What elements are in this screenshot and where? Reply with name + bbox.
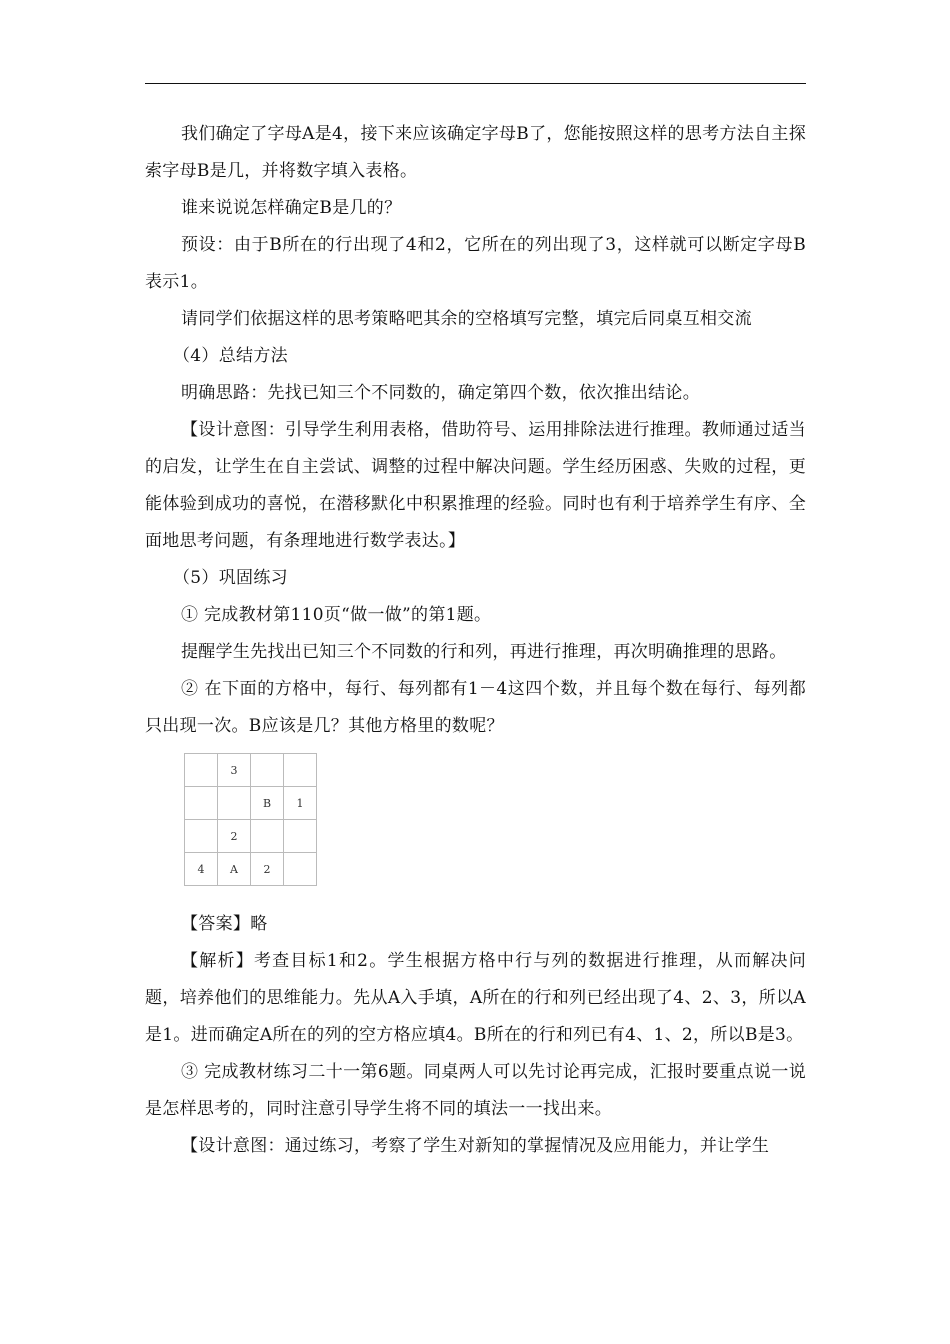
grid-wrapper: [145, 753, 806, 886]
paragraph: 明确思路：先找已知三个不同数的，确定第四个数，依次推出结论。: [181, 383, 700, 403]
grid-cell: [284, 754, 317, 787]
grid-row: [185, 754, 317, 787]
grid-cell: 2: [218, 820, 251, 853]
grid-cell: B: [251, 787, 284, 820]
paragraph: 【解析】考查目标1和2。学生根据方格中行与列的数据进行推理，从而解决问题，培养他们的思维能力。先从A入手填，A所在的行和列已经出现了4、2、3，所以A是1。进而确定A所在的列的空方格应填4。B所在的行和列已有4、1、2，所以B是3。: [145, 951, 806, 1045]
grid-cell: [251, 754, 284, 787]
grid-row: [185, 820, 317, 853]
paragraphs-top: [145, 116, 806, 745]
paragraph: （5）巩固练习: [173, 568, 288, 588]
paragraph: 【设计意图：引导学生利用表格，借助符号、运用排除法进行推理。教师通过适当的启发，让学生在自主尝试、调整的过程中解决问题。学生经历困惑、失败的过程，更能体验到成功的喜悦，在潜移默化中积累推理的经验。同时也有利于培养学生有序、全面地思考问题，有条理地进行数学表达。】: [145, 420, 806, 551]
number-grid: [184, 753, 317, 886]
document-body: [145, 116, 806, 1165]
grid-cell: [185, 820, 218, 853]
header-rule: [145, 83, 806, 84]
paragraph: ① 完成教材第110页“做一做”的第1题。: [181, 605, 492, 625]
grid-cell: [284, 853, 317, 886]
grid-cell: [185, 787, 218, 820]
paragraph: 请同学们依据这样的思考策略吧其余的空格填写完整，填完后同桌互相交流: [181, 309, 752, 329]
grid-row: [185, 853, 317, 886]
paragraphs-bottom: [145, 906, 806, 1165]
grid-cell: A: [218, 853, 251, 886]
paragraph: 【设计意图：通过练习，考察了学生对新知的掌握情况及应用能力，并让学生: [181, 1136, 770, 1156]
paragraph: ③ 完成教材练习二十一第6题。同桌两人可以先讨论再完成，汇报时要重点说一说是怎样思考的，同时注意引导学生将不同的填法一一找出来。: [145, 1062, 806, 1119]
paragraph: 谁来说说怎样确定B是几的？: [181, 198, 402, 218]
paragraph: （4）总结方法: [173, 346, 288, 366]
paragraph: 提醒学生先找出已知三个不同数的行和列，再进行推理，再次明确推理的思路。: [181, 642, 787, 662]
grid-cell: 2: [251, 853, 284, 886]
paragraph: 【答案】略: [181, 914, 268, 934]
grid-row: [185, 787, 317, 820]
grid-cell: 1: [284, 787, 317, 820]
paragraph: 预设：由于B所在的行出现了4和2，它所在的列出现了3，这样就可以断定字母B表示1。: [145, 235, 806, 292]
grid-cell: 3: [218, 754, 251, 787]
paragraph: 我们确定了字母A是4，接下来应该确定字母B了，您能按照这样的思考方法自主探索字母B是几，并将数字填入表格。: [145, 124, 806, 181]
grid-cell: [185, 754, 218, 787]
paragraph: ② 在下面的方格中，每行、每列都有1－4这四个数，并且每个数在每行、每列都只出现一次。B应该是几？其他方格里的数呢？: [145, 679, 806, 736]
grid-cell: [218, 787, 251, 820]
grid-cell: [284, 820, 317, 853]
grid-cell: [251, 820, 284, 853]
grid-cell: 4: [185, 853, 218, 886]
